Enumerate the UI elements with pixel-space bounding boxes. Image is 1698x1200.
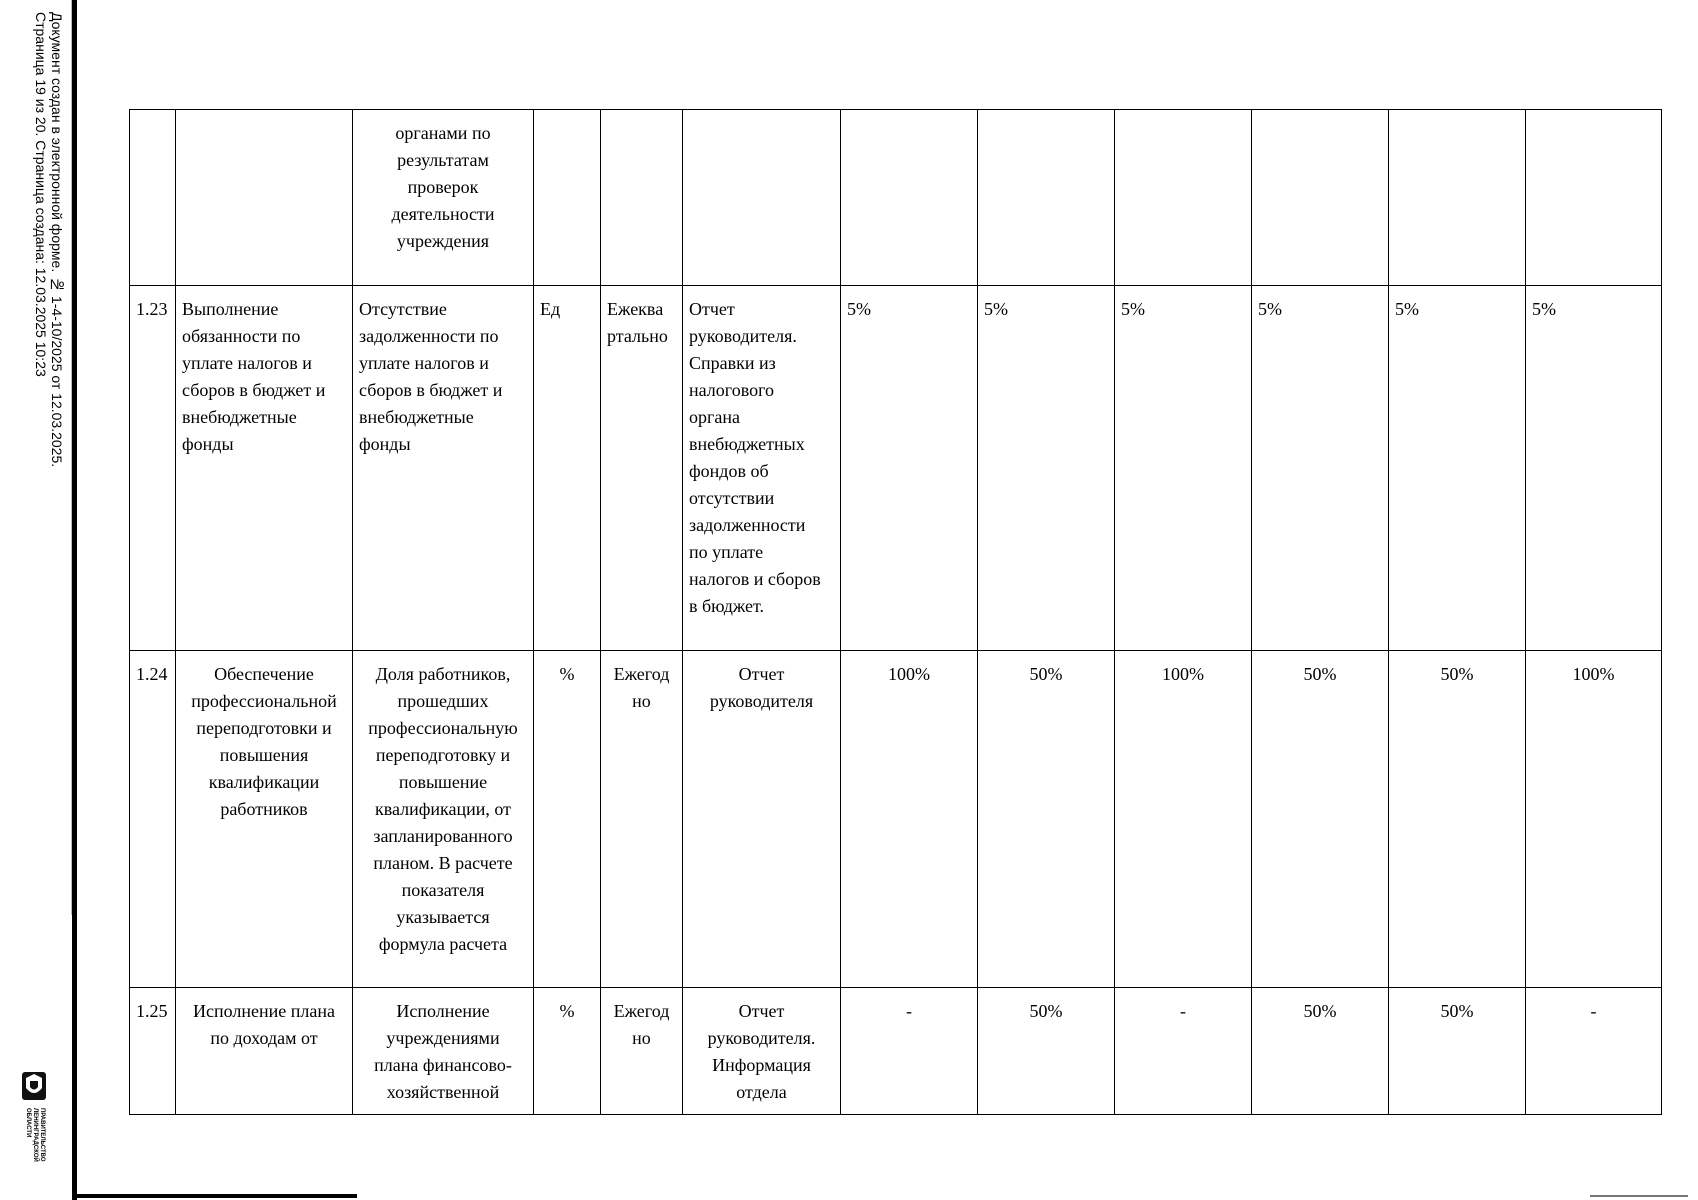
cell-value: 5% — [1252, 286, 1389, 651]
cell-value: 5% — [841, 286, 978, 651]
cell-value: 5% — [1389, 286, 1526, 651]
cell-value: 50% — [1389, 988, 1526, 1115]
cell-value — [1115, 110, 1252, 286]
cell-unit: % — [534, 988, 601, 1115]
cell-frequency: Ежегод но — [601, 988, 683, 1115]
coat-of-arms-icon — [22, 1072, 46, 1100]
cell-unit — [534, 110, 601, 286]
cell-value: 5% — [1526, 286, 1662, 651]
binding-bar — [72, 0, 77, 1200]
cell-name — [176, 110, 353, 286]
government-logo — [22, 1072, 48, 1182]
cell-value: - — [1115, 988, 1252, 1115]
indicators-table — [129, 109, 1662, 1115]
table-row-continuation — [130, 110, 1662, 286]
cell-value — [841, 110, 978, 286]
bottom-scan-bar — [72, 1194, 357, 1198]
cell-value: 50% — [978, 988, 1115, 1115]
cell-indicator: Исполнение учреждениями плана финансово- хозяйственной — [353, 988, 534, 1115]
cell-name: Обеспечение профессиональной переподготовки и повышения квалификации работников — [176, 651, 353, 988]
cell-num: 1.24 — [130, 651, 176, 988]
cell-num: 1.25 — [130, 988, 176, 1115]
electronic-document-stamp — [33, 12, 65, 467]
stamp-line-2: Страница 19 из 20. Страница создана: 12.03.2025 10:23 — [33, 12, 49, 377]
table-row — [130, 988, 1662, 1115]
cell-indicator: органами по результатам проверок деятельности учреждения — [353, 110, 534, 286]
cell-value: 100% — [1115, 651, 1252, 988]
table-row — [130, 286, 1662, 651]
cell-value: - — [841, 988, 978, 1115]
cell-frequency: Ежегод но — [601, 651, 683, 988]
cell-source: Отчет руководителя — [683, 651, 841, 988]
cell-value — [1526, 110, 1662, 286]
cell-value: 100% — [1526, 651, 1662, 988]
stamp-line-1: Документ создан в электронной форме. № 1-4-10/2025 от 12.03.2025. — [49, 12, 65, 468]
cell-value: 50% — [1252, 651, 1389, 988]
cell-value: 100% — [841, 651, 978, 988]
cell-source: Отчет руководителя. Информация отдела — [683, 988, 841, 1115]
cell-value: 5% — [978, 286, 1115, 651]
cell-value — [1389, 110, 1526, 286]
cell-source: Отчет руководителя. Справки из налогового органа внебюджетных фондов об отсутствии задолженности по уплате налогов и сборов в бюджет. — [683, 286, 841, 651]
cell-indicator: Доля работников, прошедших профессиональную переподготовку и повышение квалификации, от запланированного планом. В расчете показателя указывается формула расчета — [353, 651, 534, 988]
cell-name: Выполнение обязанности по уплате налогов и сборов в бюджет и внебюджетные фонды — [176, 286, 353, 651]
cell-indicator: Отсутствие задолженности по уплате налогов и сборов в бюджет и внебюджетные фонды — [353, 286, 534, 651]
logo-caption: ПРАВИТЕЛЬСТВО ЛЕНИНГРАДСКОЙ ОБЛАСТИ — [25, 1108, 45, 1162]
cell-num — [130, 110, 176, 286]
cell-frequency: Ежеква ртально — [601, 286, 683, 651]
cell-value — [978, 110, 1115, 286]
cell-value: 50% — [1389, 651, 1526, 988]
cell-value: 5% — [1115, 286, 1252, 651]
table-row — [130, 651, 1662, 988]
cell-name: Исполнение плана по доходам от — [176, 988, 353, 1115]
cell-value: 50% — [978, 651, 1115, 988]
cell-unit: Ед — [534, 286, 601, 651]
cell-num: 1.23 — [130, 286, 176, 651]
cell-value: - — [1526, 988, 1662, 1115]
cell-frequency — [601, 110, 683, 286]
bottom-scan-bar-right — [1590, 1195, 1688, 1197]
cell-value: 50% — [1252, 988, 1389, 1115]
cell-unit: % — [534, 651, 601, 988]
cell-value — [1252, 110, 1389, 286]
cell-source — [683, 110, 841, 286]
